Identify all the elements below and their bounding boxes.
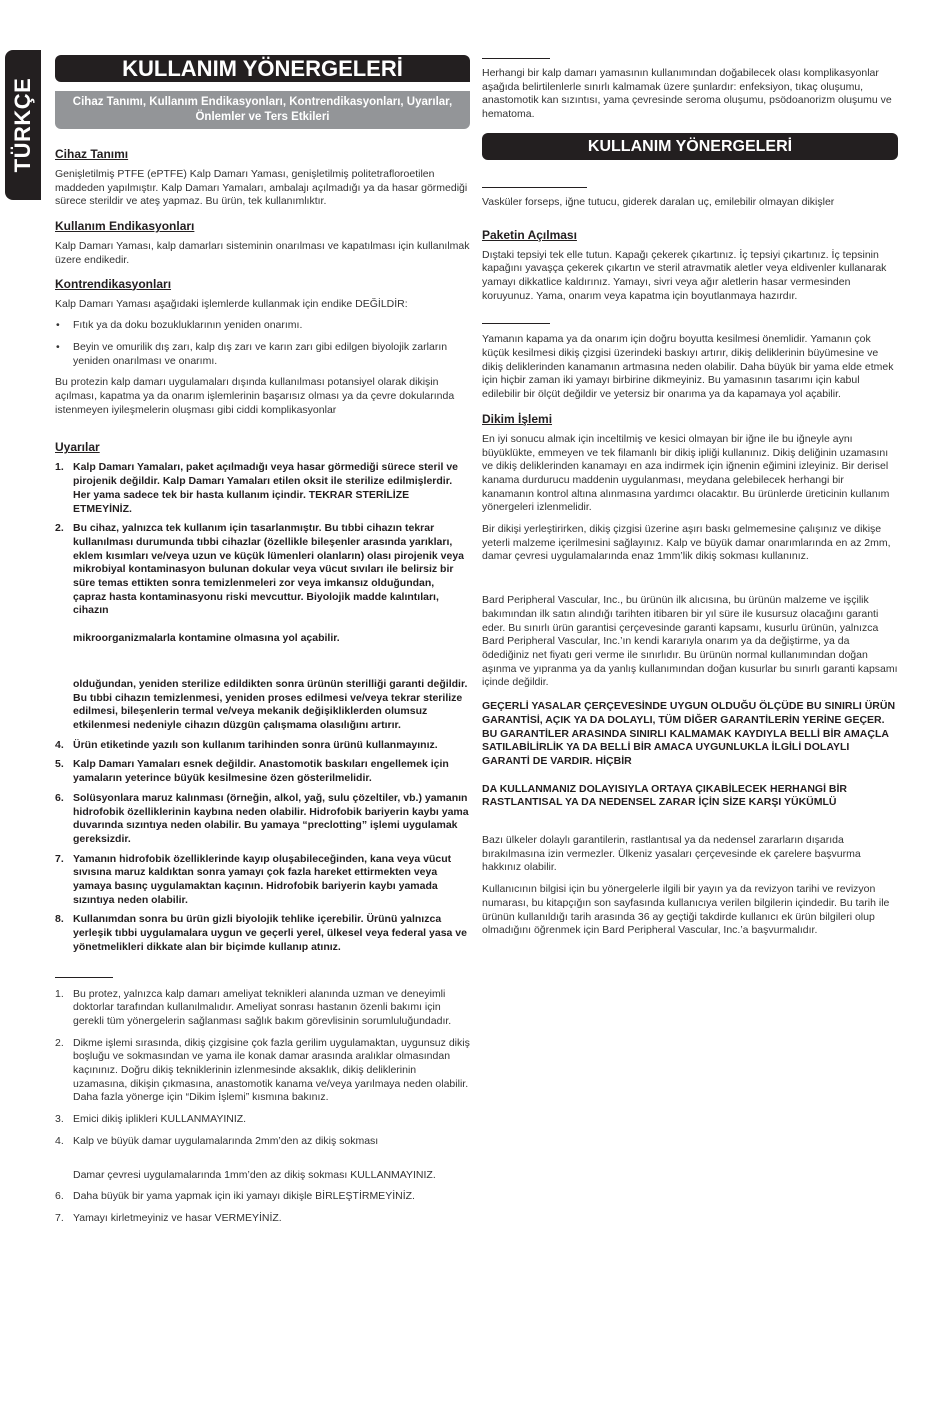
warning-fragment: olduğundan, yeniden sterilize edildikten sonra ürünün sterilliği garanti değildir. Bu tıbbi cihazın temizlenmesi, yeniden proses edilmesi ve/veya tekrar sterilize edilmesi, bileşenlerin termal ve/veya mekanik değişikliklerden olumsuz etkilenmesi nedeniyle cihazın düzgün çalışmama olasılığını artırır. [73,677,468,731]
instruments-text: Vasküler forseps, iğne tutucu, giderek daralan uç, emilebilir olmayan dikişler [482,195,835,208]
divider [482,187,587,188]
contra-intro: Kalp Damarı Yaması aşağıdaki işlemlerde kullanmak için endike DEĞİLDİR: [55,297,408,310]
sizing-text: Yamanın kapama ya da onarım için doğru boyutta kesilmesi önemlidir. Yamanın çok küçük kesilmesi dikiş çizgisi üzerindeki baskıyı artırır, dikiş deliklerinin büyümesine ve dikiş deliklerinden kanamanın artmasına neden olabilir. Daha büyük bir yama elde etmek için hiçbir zaman iki yamayı birbirine dikmeyiniz. Bu yamasının tasarımı için kabul edilebilir bir ölçüt değildir ve yetersiz bir onarıma ya da kapamaya yol açabilir. [482,333,894,401]
warranty-disclaimer: DA KULLANMANIZ DOLAYISIYLA ORTAYA ÇIKABİLECEK HERHANGİ BİR RASTLANTISAL YA DA NEDENSEL ZARAR İÇİN SİZE KARŞI YÜKÜMLÜ [482,782,847,809]
note-item: 6. Daha büyük bir yama yapmak için iki yamayı dikişle BİRLEŞTİRMEYİNİZ. [55,1190,415,1203]
notes-list [55,988,470,1226]
left-column [55,55,470,1234]
warning-fragment: mikroorganizmalarla kontamine olmasına yol açabilir. [73,632,340,645]
warning-item: 5. Kalp Damarı Yamaları esnek değildir. Anastomotik baskıları engellemek için yamaların yeterince büyük kesilmesine özen gösterilmelidir. [55,758,449,785]
note-item: Damar çevresi uygulamalarında 1mm’den az dikiş sokması KULLANMAYINIZ. [73,1168,436,1181]
warning-item: 8. Kullanımdan sonra bu ürün gizli biyolojik tehlike içerebilir. Ürünü yalnızca yerleşik tıbbi uygulamalara uygun ve geçerli yerel, ülkesel veya federal yasa ve yönetmelikleri dikkate alan bir biçimde kullanıp atınız. [55,913,467,953]
device-text: Genişletilmiş PTFE (ePTFE) Kalp Damarı Yaması, genişletilmiş politetrafloroetilen maddeden yapılmıştır. Kalp Damarı Yamaları, ambalajı açılmadığı ya da hasar görmediği sürece sterildir ve ateş yapmaz. Bu ürün, tek kullanımlıktır. [55,168,468,208]
page-subtitle: Cihaz Tanımı, Kullanım Endikasyonları, Kontrendikasyonları, Uyarılar, Önlemler ve Ters Etkileri [55,91,470,129]
indications-text: Kalp Damarı Yaması, kalp damarları sisteminin onarılması ve kapatılması için kullanılmak üzere endikedir. [55,240,470,266]
warnings-list [55,461,470,954]
warranty-text: Bard Peripheral Vascular, Inc., bu ürünün ilk alıcısına, bu ürünün malzeme ve işçilik bakımından ilk satın alındığı tarihten itibaren bir yıl süre ile kusursuz olacağını garanti eder. Bu sınırlı ürün garantisi çerçevesinde garanti kapsamı, kusurlu ürünün, yalnızca Bard Peripheral Vascular, Inc.’ın kendi kararıyla onarım ya da değiştirme, ya da ödediğiniz net fiyatı geri verme ile sınırlıdır. Bu ürünün normal kullanımından doğan aşınma ve yıpranma ya da yanlış kullanımından doğan kusurlar bu sınırlı garanti kapsamı içinde değildir. [482,594,898,689]
contra-heading: Kontrendikasyonları [55,276,172,291]
right-column [482,58,898,938]
divider [55,977,113,978]
device-heading: Cihaz Tanımı [55,147,129,161]
suturing-heading: Dikim İşlemi [482,411,553,426]
contra-list [55,319,470,368]
warning-item: 1. Kalp Damarı Yamaları, paket açılmadığı veya hasar görmediği sürece steril ve pirojenik değildir. Kalp Damarı Yamaları etilen oksit ile sterilize edilmişlerdir. Her yama sadece tek bir hasta kullanım içindir. TEKRAR STERİLİZE ETMEYİNİZ. [55,461,458,515]
warranty-text: Kullanıcının bilgisi için bu yönergelerle ilgili bir yayın ya da revizyon tarihi ve revizyon numarası, bu kitapçığın son sayfasında kullanıcıya verilen bilgilerin içindedir. Bu tarih ile ürünün kullanıldığı tarih arasında 36 ay geçtiği takdirde kullanıcı ek ürün bilgileri olup olmadığını öğrenmek için Bard Peripheral Vascular, Inc.’a başvurmalıdır. [482,883,890,937]
note-item: 4. Kalp ve büyük damar uygulamalarında 2mm’den az dikiş sokması [55,1134,379,1147]
instructions-title: KULLANIM YÖNERGELERİ [482,133,898,160]
suturing-text: Bir dikişi yerleştirirken, dikiş çizgisi üzerine aşırı baskı gelmemesine çalışınız ve dikişe yeterli malzeme içerilmesini sağlayınız. Kalp ve büyük damar onarımlarında en az 2mm, damar çevresi uygulamalarında enaz 1mm’lik dikiş sokması kullanınız. [482,523,891,563]
indications-heading: Kullanım Endikasyonları [55,219,195,234]
divider [482,323,550,324]
language-label: TÜRKÇE [10,77,35,173]
contra-item: • Beyin ve omurilik dış zarı, kalp dış zarı ve karın zarı gibi edilgen biyolojik zarların yeniden onarılması ve onarımı. [55,341,470,368]
note-item: 2. Dikme işlemi sırasında, dikiş çizgisine çok fazla gerilim uygulamaktan, uygunsuz dikiş boşluğu ve sokmasından ve yama ile konak damar arasında aralıklar olmasından kaçınınız. Doğru dikiş tekniklerinin izlenmesinde aksaklık, dikiş deliklerinin uzamasına, dikişin çıkmasına, anastomotik kanama ve/veya yarılmaya neden olabilir. Daha fazla yönerge için “Dikim İşlemi” kısmına bakınız. [55,1036,470,1104]
suturing-text: En iyi sonucu almak için inceltilmiş ve kesici olmayan bir iğne ile bu iğneyle aynı büyüklükte, emmeyen ve tek filamanlı bir dikiş ipliği kullanınız. Dikiş deliğinin uzamasını ve dikiş deliklerinden kanamayı en aza indirmek için iğnenin eğimini izleyiniz. Bir derisel kanama durdurucu maddenin uygulanması, meydana gelebilecek herhangi bir kanamanın kontrol altına alınmasına yardımcı olacaktır. Bu ürünlerde üreticinin kullanım yönergeleri izlenmelidir. [482,432,890,514]
page-title: KULLANIM YÖNERGELERİ [55,55,470,82]
warning-item: 4. Ürün etiketinde yazılı son kullanım tarihinden sonra ürünü kullanmayınız. [55,738,438,751]
contra-text: Bu protezin kalp damarı uygulamaları dışında kullanılması potansiyel olarak dikişin açılması, kapatma ya da onarım işlemlerinin başarısız olması ya da çevre dokularında istenmeyen iyileşmelerin oluşması gibi ciddi komplikasyonlar [55,376,455,416]
language-tab [5,50,41,200]
note-item: 3. Emici dikiş iplikleri KULLANMAYINIZ. [55,1113,247,1126]
note-item: 7. Yamayı kirletmeyiniz ve hasar VERMEYİNİZ. [55,1211,282,1224]
warranty-disclaimer: GEÇERLİ YASALAR ÇERÇEVESİNDE UYGUN OLDUĞU ÖLÇÜDE BU SINIRLI ÜRÜN GARANTİSİ, AÇIK YA DA DOLAYLI, TÜM DİĞER GARANTİLERİN YERİNE GEÇER. BU GARANTİLER ARASINDA SINIRLI KALMAMAK KAYDIYLA BELLİ BİR AMAÇLA SATILABİLİRLİK YA DA BELLİ BİR AMACA UYGUNLUKLA İLGİLİ DOLAYLI GARANTİ DE VARDIR. HİÇBİR [482,700,896,767]
warranty-text: Bazı ülkeler dolaylı garantilerin, rastlantısal ya da nedensel zararların dışarıda bırakılmasına izin vermezler. Ülkeniz yasaları çerçevesinde ek çarelere başvurma hakkınız olabilir. [482,834,861,874]
opening-heading: Paketin Açılması [482,227,577,242]
warning-item: 2. Bu cihaz, yalnızca tek kullanım için tasarlanmıştır. Bu tıbbi cihazın tekrar kullanılması durumunda tıbbi cihazlar (özellikle bileşenler arasında yarıkları, eklem kısımları ve/veya uzun ve küçük lümenleri olanların) olası pirojenik veya mikrobiyal kontaminasyon bulunan dokular veya vücut sıvıları ile belirsiz bir süre temas ettikten sonra temizlenmeleri zor veya imkansız olduğundan, çapraz hasta kontaminasyonu riski mevcuttur. Biyolojik madde kalıntıları, cihazın mikroorganizmalarla kontamine olmasına yol açabilir. olduğundan, yeniden sterilize edildikten sonra ürünün sterilliği garanti değildir. Bu tıbbi cihazın temizlenmesi, yeniden proses edilmesi ve/veya tekrar sterilize edilmesi, bileşenlerin termal ve/veya mekanik değişikliklerden olumsuz etkilenmesi nedeniyle cihazın düzgün çalışmama olasılığını artırır. [55,522,470,732]
warning-item: 6. Solüsyonlara maruz kalınması (örneğin, alkol, yağ, sulu çözeltiler, vb.) yamanın hidrofobik özelliklerinin kaybına neden olabilir. Hidrofobik bariyerin kaybı yama duvarında sızıntıya neden olabilir. Bu yamaya “preclotting” işlemi uygulamak gereksizdir. [55,791,469,845]
warnings-heading: Uyarılar [55,440,100,455]
note-item: 1. Bu protez, yalnızca kalp damarı ameliyat teknikleri alanında uzman ve deneyimli doktorlar tarafından kullanılmalıdır. Ameliyat sonrası hastanın özenli bakımı için gerekli tüm yönergelerin sağlanması sağlık bakım görevlisinin sorumluluğundadır. [55,987,452,1027]
contra-item: • Fıtık ya da doku bozukluklarının yeniden onarımı. [55,319,470,333]
divider [482,58,550,59]
warning-item: 7. Yamanın hidrofobik özelliklerinde kayıp oluşabileceğinden, kana veya vücut sıvısına maruz kaldıktan sonra yamayı çok fazla hareket ettirmekten veya yamaya basınç uygulamaktan kaçının. Hidrofobik bariyerin kaybı yamada sızıntıya neden olabilir. [55,852,452,906]
adverse-text: Herhangi bir kalp damarı yamasının kullanımından doğabilecek olası komplikasyonlar aşağıda belirtilenlerle sınırlı kalmamak üzere şunlardır: enfeksiyon, tıkaç oluşumu, anastomotik kan sızıntısı, yama çevresinde seroma oluşumu, psödoanorizm oluşumu ve hematoma. [482,67,892,121]
opening-text: Dıştaki tepsiyi tek elle tutun. Kapağı çekerek çıkartınız. İç tepsiyi çıkartınız. İç tepsinin kapağını yavaşça çekerek çıkartın ve steril atravmatik aletler veya eldivenler kullanarak yamayı dikkatlice kaldırınız. Yamayı, sivri veya ağır aletlerin hasar vermesinden koruyunuz. Yama, onarım veya kapatma için boyutlanmaya hazırdır. [482,248,887,302]
